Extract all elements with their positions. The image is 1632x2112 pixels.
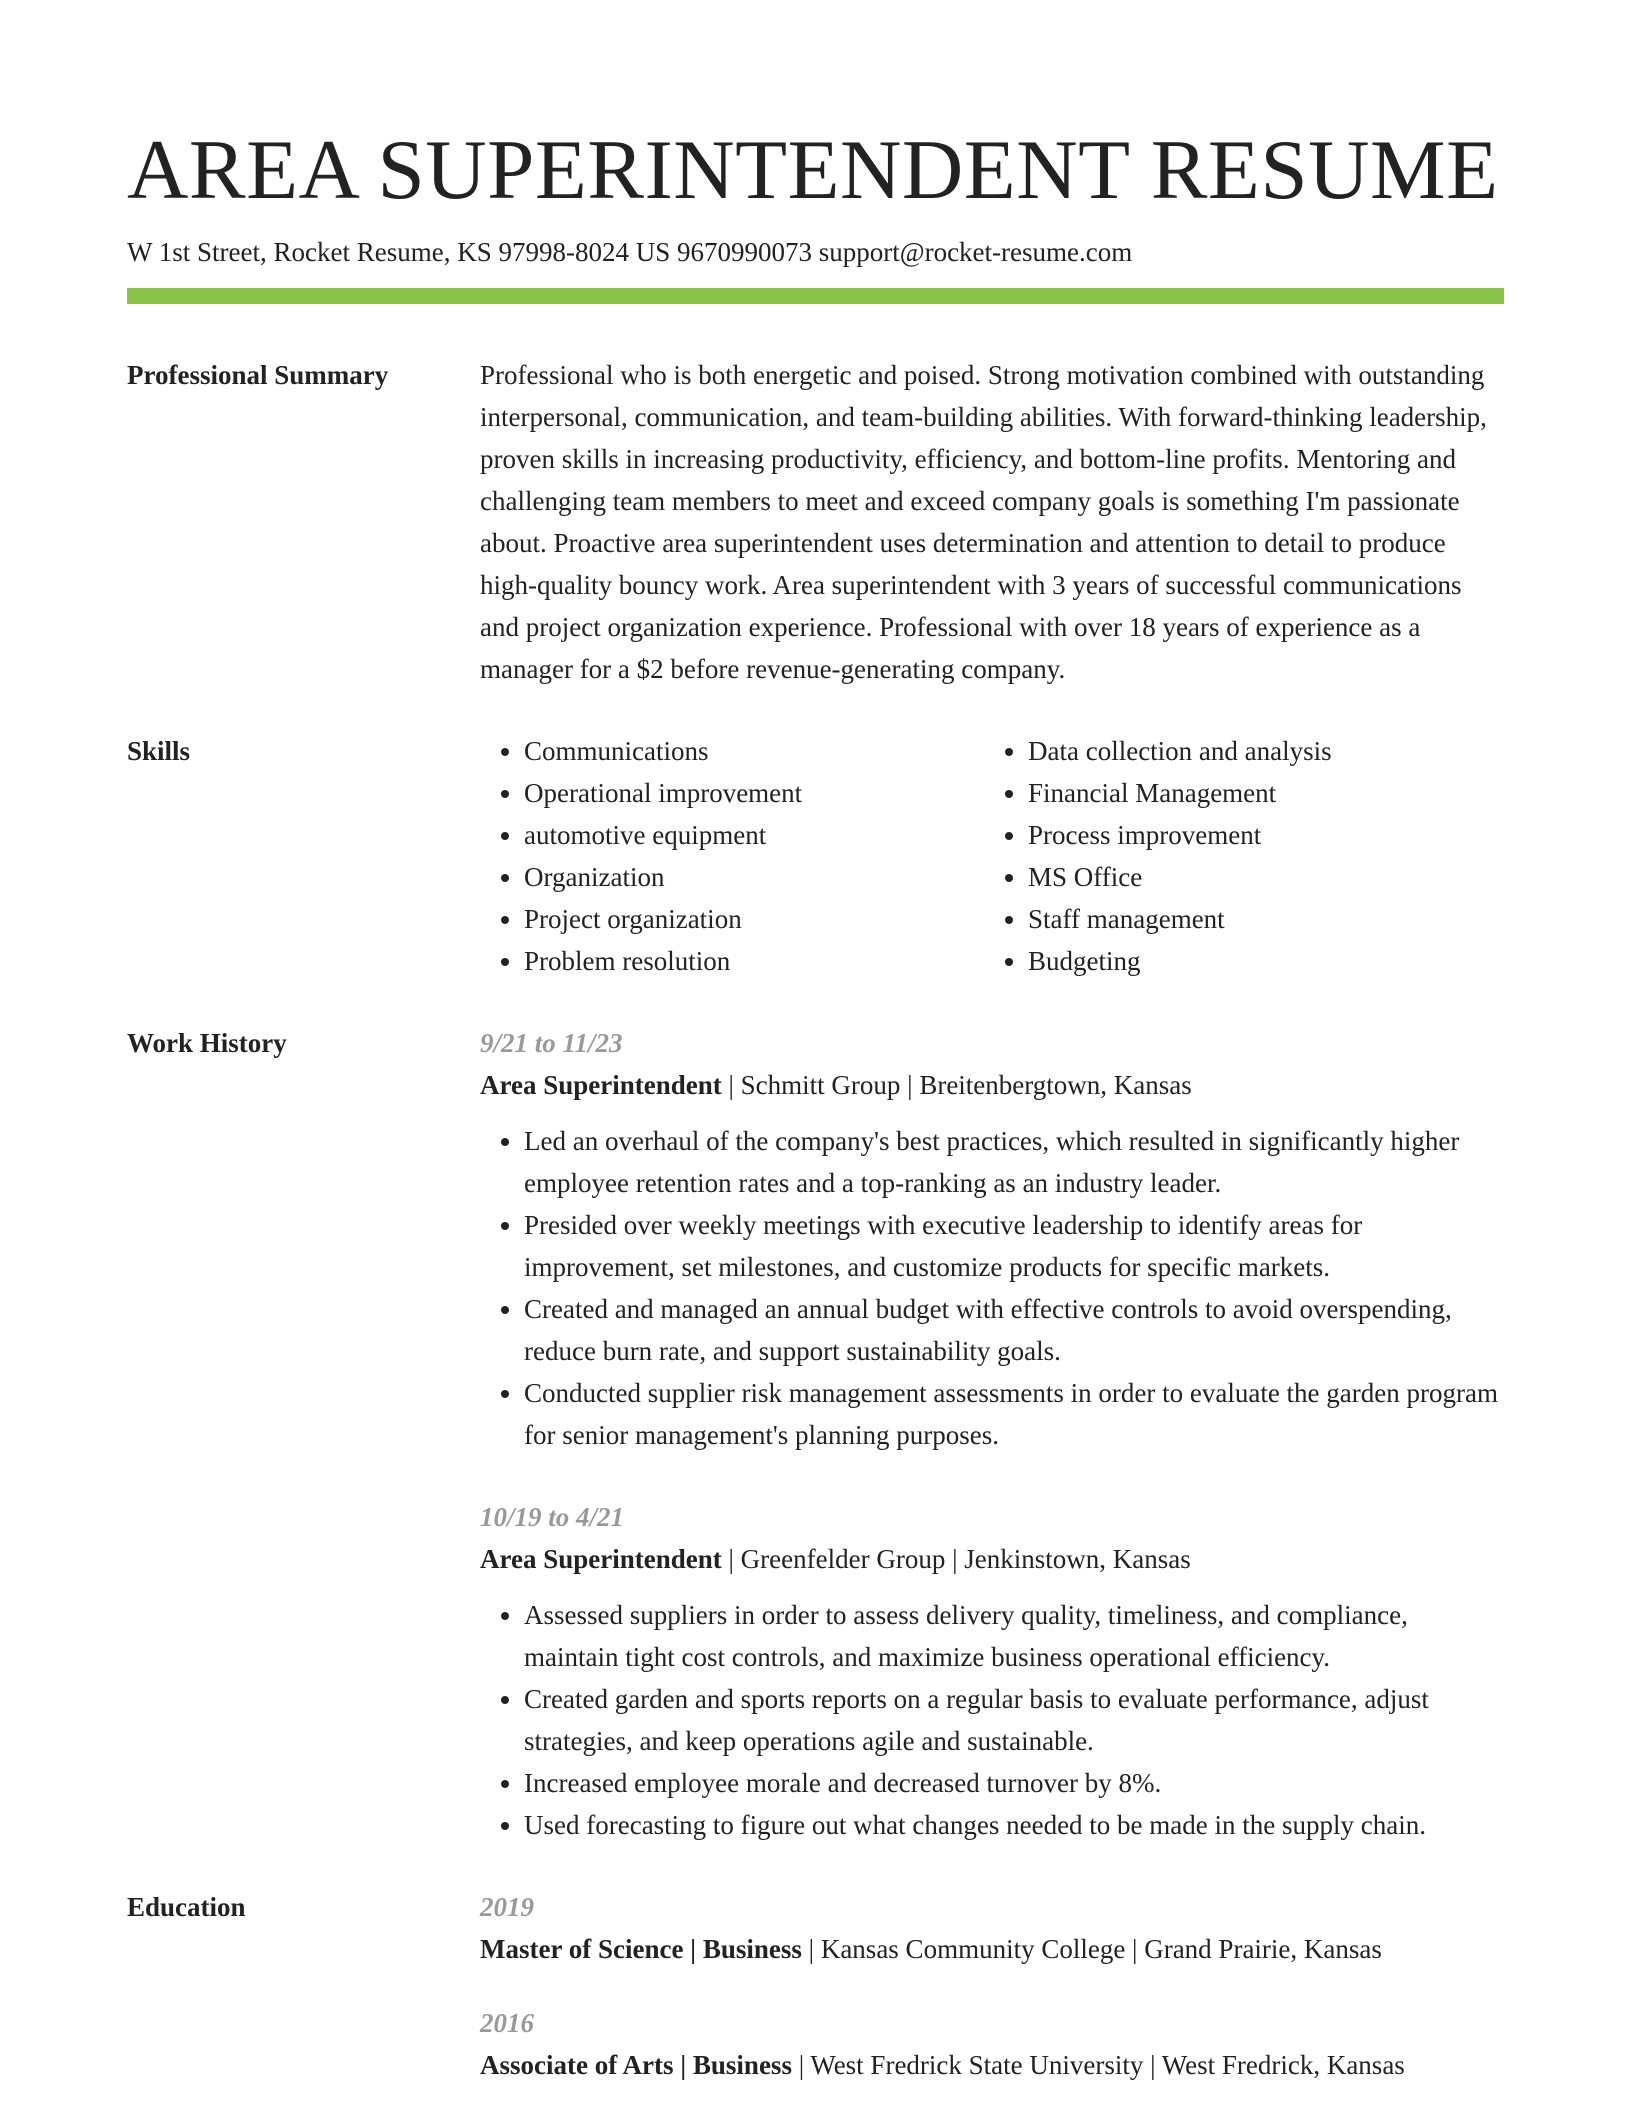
work-history-section bbox=[127, 1022, 1505, 1846]
job-bullet: • Used forecasting to figure out what changes needed to be made in the supply chain. bbox=[524, 1804, 1505, 1846]
education-year: 2016 bbox=[480, 2008, 534, 2038]
education-details: | West Fredrick State University | West Fredrick, Kansas bbox=[791, 2050, 1405, 2080]
skill-item: • automotive equipment bbox=[524, 814, 984, 856]
job-bullet: • Increased employee morale and decreased turnover by 8%. bbox=[524, 1762, 1505, 1804]
education-year: 2019 bbox=[480, 1892, 534, 1922]
job-bullet: • Conducted supplier risk management assessments in order to evaluate the garden program for senior management's planning purposes. bbox=[524, 1372, 1505, 1456]
work-history-label: Work History bbox=[127, 1028, 287, 1058]
skill-item: • Communications bbox=[524, 730, 984, 772]
skill-item: • Staff management bbox=[1028, 898, 1488, 940]
education-entry bbox=[480, 2002, 1505, 2086]
skill-item: • Budgeting bbox=[1028, 940, 1488, 982]
summary-section bbox=[127, 354, 1505, 690]
skills-list-left bbox=[480, 730, 984, 982]
job-bullets bbox=[480, 1120, 1505, 1456]
summary-label: Professional Summary bbox=[127, 360, 389, 390]
job-entry bbox=[480, 1496, 1505, 1846]
education-details: | Kansas Community College | Grand Prairie, Kansas bbox=[801, 1934, 1382, 1964]
skill-item: • Problem resolution bbox=[524, 940, 984, 982]
job-heading bbox=[480, 1064, 1505, 1106]
job-bullet: • Created and managed an annual budget with effective controls to avoid overspending, reduce burn rate, and support sustainability goals. bbox=[524, 1288, 1505, 1372]
job-heading bbox=[480, 1538, 1505, 1580]
skills-content bbox=[480, 730, 1505, 982]
job-title: Area Superintendent bbox=[480, 1544, 722, 1574]
job-details: | Greenfelder Group | Jenkinstown, Kansas bbox=[721, 1544, 1191, 1574]
skill-item: • Process improvement bbox=[1028, 814, 1488, 856]
skills-list-right bbox=[984, 730, 1488, 982]
education-label: Education bbox=[127, 1892, 246, 1922]
job-details: | Schmitt Group | Breitenbergtown, Kansas bbox=[721, 1070, 1192, 1100]
skill-item: • MS Office bbox=[1028, 856, 1488, 898]
summary-content bbox=[480, 354, 1505, 690]
contact-line: W 1st Street, Rocket Resume, KS 97998-8024 US 9670990073 support@rocket-resume.com bbox=[127, 237, 1133, 267]
skills-section bbox=[127, 730, 1505, 982]
skill-item: • Project organization bbox=[524, 898, 984, 940]
job-title: Area Superintendent bbox=[480, 1070, 722, 1100]
education-degree: Associate of Arts | Business bbox=[480, 2050, 792, 2080]
job-entry bbox=[480, 1022, 1505, 1456]
skills-label: Skills bbox=[127, 736, 191, 766]
job-dates: 9/21 to 11/23 bbox=[480, 1028, 623, 1058]
job-bullet: • Led an overhaul of the company's best practices, which resulted in significantly higher employee retention rates and a top-ranking as an industry leader. bbox=[524, 1120, 1505, 1204]
education-section bbox=[127, 1886, 1505, 2086]
header-divider bbox=[127, 288, 1504, 304]
job-bullets bbox=[480, 1594, 1505, 1846]
education-entry bbox=[480, 1886, 1505, 1970]
skill-item: • Data collection and analysis bbox=[1028, 730, 1488, 772]
job-bullet: • Created garden and sports reports on a regular basis to evaluate performance, adjust strategies, and keep operations agile and sustainable. bbox=[524, 1678, 1505, 1762]
job-dates: 10/19 to 4/21 bbox=[480, 1502, 625, 1532]
education-heading bbox=[480, 2044, 1505, 2086]
education-content bbox=[480, 1886, 1505, 2086]
skill-item: • Financial Management bbox=[1028, 772, 1488, 814]
education-degree: Master of Science | Business bbox=[480, 1934, 802, 1964]
work-history-content bbox=[480, 1022, 1505, 1846]
resume-title: AREA SUPERINTENDENT RESUME bbox=[127, 123, 1499, 217]
summary-text: Professional who is both energetic and poised. Strong motivation combined with outstanding interpersonal, communication, and team-building abilities. With forward-thinking leadership, proven skills in increasing productivity, efficiency, and bottom-line profits. Mentoring and challenging team members to meet and exceed company goals is something I'm passionate about. Proactive area superintendent uses determination and attention to detail to produce high-quality bouncy work. Area superintendent with 3 years of successful communications and project organization experience. Professional with over 18 years of experience as a manager for a $2 before revenue-generating company. bbox=[480, 360, 1487, 684]
education-heading bbox=[480, 1928, 1505, 1970]
job-bullet: • Presided over weekly meetings with executive leadership to identify areas for improvement, set milestones, and customize products for specific markets. bbox=[524, 1204, 1505, 1288]
skill-item: • Operational improvement bbox=[524, 772, 984, 814]
job-bullet: • Assessed suppliers in order to assess delivery quality, timeliness, and compliance, maintain tight cost controls, and maximize business operational efficiency. bbox=[524, 1594, 1505, 1678]
skill-item: • Organization bbox=[524, 856, 984, 898]
